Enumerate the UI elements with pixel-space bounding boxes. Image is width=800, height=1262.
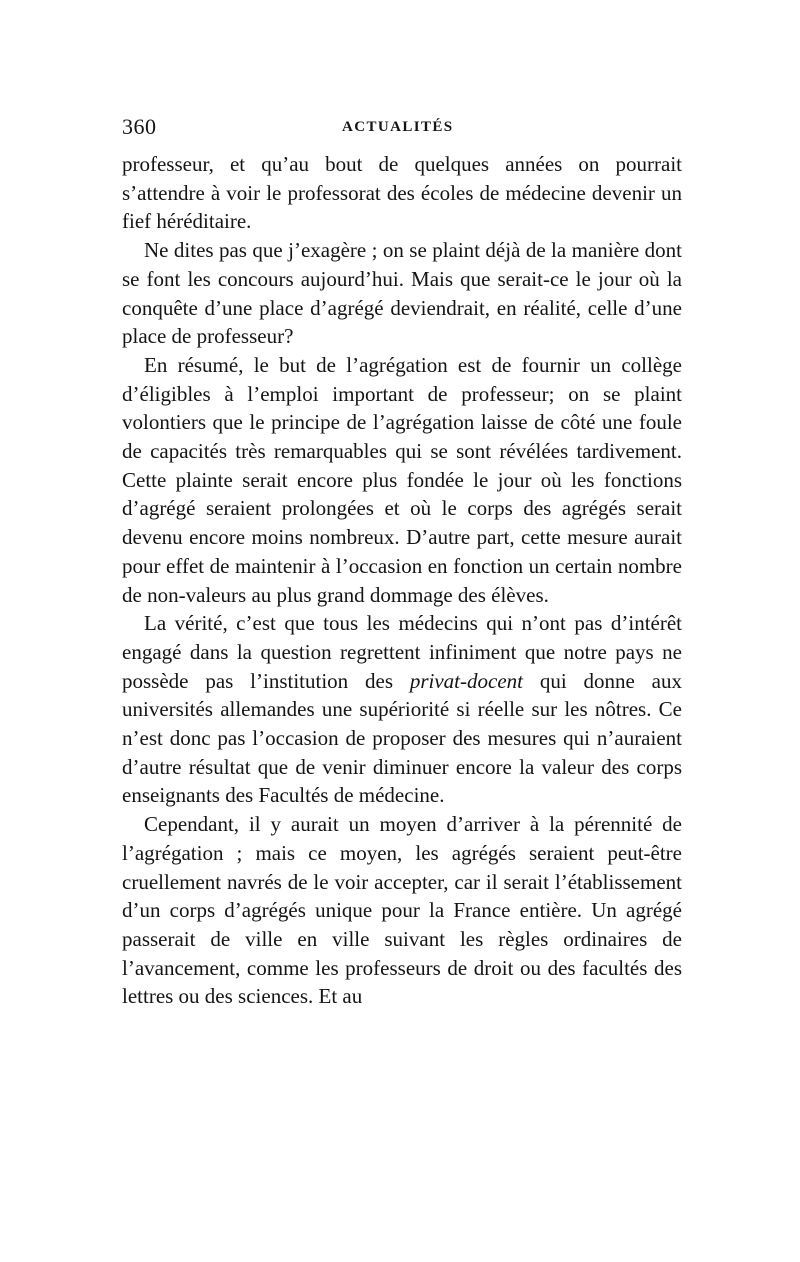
- paragraph-text: qui donne aux universités allemandes une supériorité si réelle sur les nôtres. Ce n’est donc pas l’occasion de proposer des mesures qui n’auraient d’autre résultat que de venir diminuer encore la valeur des corps enseignants des Facultés de médecine.: [122, 668, 683, 808]
- running-title: ACTUALITÉS: [342, 119, 454, 135]
- paragraph-continuation: professeur, et qu’au bout de quelques années on pourrait s’attendre à voir le professorat des écoles de médecine devenir un fief héréditaire.: [122, 152, 682, 234]
- paragraph: En résumé, le but de l’agrégation est de fournir un collège d’éligibles à l’emploi important de professeur; on se plaint volontiers que le principe de l’agrégation laisse de côté une foule de capacités très remarquables qui se sont révélées tardivement. Cette plainte serait encore plus fondée le jour où les fonctions d’agrégé seraient prolongées et où le corps des agrégés serait devenu encore moins nombreux. D’autre part, cette mesure aurait pour effet de maintenir à l’occasion en fonction un certain nombre de non-valeurs au plus grand dommage des élèves.: [122, 352, 682, 607]
- paragraph-text: La vérité, c’est que tous les médecins qui n’ont pas d’intérêt engagé dans la question regrettent infiniment que notre pays ne possède pas l’institution des: [122, 611, 682, 693]
- paragraph: Cependant, il y aurait un moyen d’arriver à la pérennité de l’agrégation ; mais ce moyen, les agrégés seraient peut-être cruellement navrés de le voir accepter, car il serait l’établissement d’un corps d’agrégés unique pour la France entière. Un agrégé passerait de ville en ville suivant les règles ordinaires de l’avancement, comme les professeurs de droit ou des facultés des lettres ou des sciences. Et au: [122, 812, 682, 1009]
- body-text: [122, 150, 682, 1011]
- running-head: [122, 114, 682, 140]
- paragraph-with-italic: [122, 609, 682, 810]
- italic-term: privat-docent: [409, 668, 523, 693]
- paragraph: Ne dites pas que j’exagère ; on se plaint déjà de la manière dont se font les concours aujourd’hui. Mais que serait-ce le jour où la conquête d’une place d’agrégé deviendrait, en réalité, celle d’une place de professeur?: [122, 238, 682, 349]
- page-number: 360: [122, 114, 157, 139]
